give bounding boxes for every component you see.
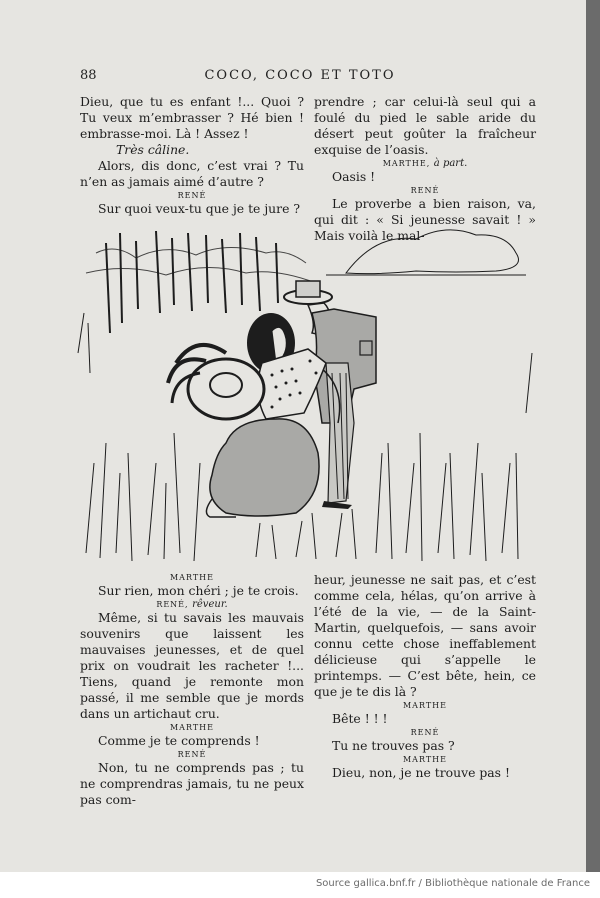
speaker-name <box>80 599 304 610</box>
text-line: Sur rien, mon chéri ; je te crois. <box>98 583 299 598</box>
source-credit-link[interactable]: Source gallica.bnf.fr / Bibliothèque nationale de France <box>315 878 590 889</box>
speaker-name: MARTHE <box>169 723 214 732</box>
stage-direction: Très câline. <box>116 142 190 157</box>
speaker-name: RENÉ <box>410 186 440 195</box>
speaker-name: MARTHE <box>402 701 447 710</box>
speaker-label: RENÉ, <box>156 600 189 609</box>
text-line: Comme je te comprends ! <box>98 733 260 748</box>
text-line: Le proverbe a bien raison, va, qui dit : « Si jeunesse savait ! » Mais voilà le mal- <box>314 196 536 243</box>
text-line: heur, jeunesse ne sait pas, et c’est comme cela, hélas, qu’on arrive à l’été de la vie, — de la Saint-Martin, quelquefois, — sans avoir connu cette chose ineffablement délicieuse qui s’appelle le printemps. — C’est bête, hein, ce que je te dis là ? <box>314 572 536 699</box>
speaker-name: MARTHE <box>169 573 214 582</box>
text-line: prendre ; car celui-là seul qui a foulé du pied le sable aride du désert peut goûter la fraîcheur exquise de l’oasis. <box>314 94 536 157</box>
stage-aside: rêveur. <box>192 599 228 610</box>
speaker-name <box>314 158 536 169</box>
source-footer <box>0 872 600 898</box>
top-left-column <box>80 94 304 217</box>
running-title: COCO, COCO ET TOTO <box>204 68 396 83</box>
speaker-label: MARTHE, <box>382 159 431 168</box>
speaker-name: RENÉ <box>177 750 207 759</box>
text-line: Alors, dis donc, c’est vrai ? Tu n’en as jamais aimé d’autre ? <box>80 158 304 189</box>
speaker-name: RENÉ <box>410 728 440 737</box>
text-line: Dieu, que tu es enfant !... Quoi ? Tu veux m’embrasser ? Hé bien ! embrasse-moi. Là ! Assez ! <box>80 94 304 141</box>
speaker-name: RENÉ <box>177 191 207 200</box>
bottom-left-column <box>80 572 304 808</box>
bottom-right-column <box>314 572 536 781</box>
page-number: 88 <box>80 68 97 83</box>
speaker-name: MARTHE <box>402 755 447 764</box>
text-line: Tu ne trouves pas ? <box>332 738 455 753</box>
text-line: Sur quoi veux-tu que je te jure ? <box>98 201 300 216</box>
text-line: Dieu, non, je ne trouve pas ! <box>332 765 510 780</box>
woman-figure <box>168 313 326 517</box>
text-line: Oasis ! <box>332 169 376 184</box>
text-line: Bête ! ! ! <box>332 711 388 726</box>
stage-aside: à part. <box>433 158 468 169</box>
illustration-couple-in-grass <box>76 213 536 573</box>
text-line: Non, tu ne comprends pas ; tu ne comprendras jamais, tu ne peux pas com- <box>80 760 304 807</box>
text-line: Même, si tu savais les mauvais souvenirs que laissent les mauvaises jeunesses, et de quel prix on voudrait les racheter !... Tiens, quand je remonte mon passé, il me semble que je mords dans un artichaut cru. <box>80 610 304 721</box>
